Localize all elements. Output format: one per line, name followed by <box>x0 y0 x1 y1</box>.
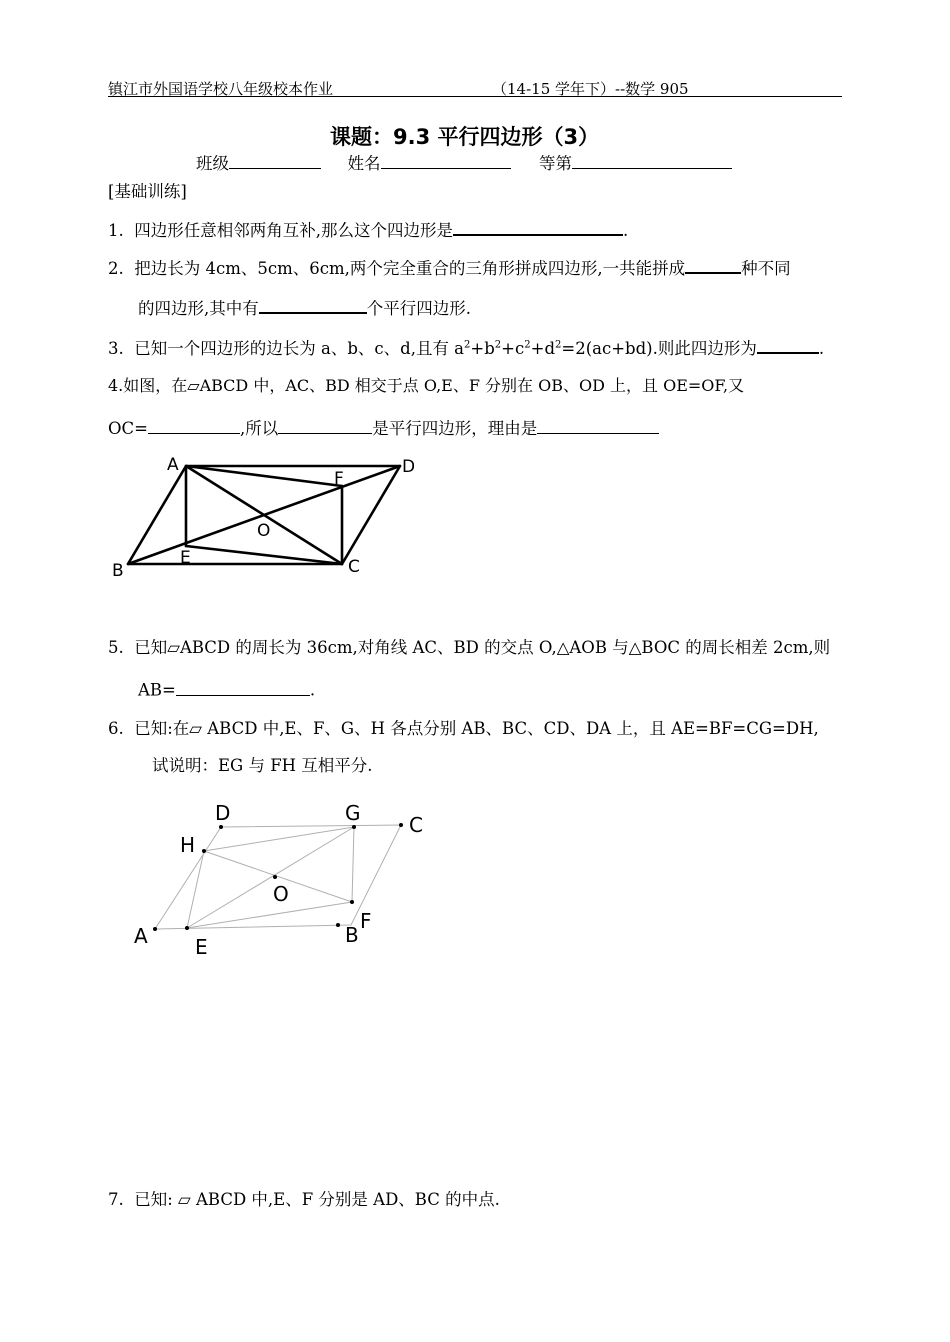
question-4-line1: 4.如图，在▱ABCD 中，AC、BD 相交于点 O,E、F 分别在 OB、OD 上，且 OE=OF,又 <box>108 376 745 395</box>
question-1 <box>108 217 628 241</box>
q3-part4: =2(ac+bd).则此四边形为 <box>561 339 757 358</box>
header-course: （14-15 学年下）--数学 905 <box>492 80 689 98</box>
q4-blank2[interactable] <box>278 417 372 435</box>
fig1-label-a: A <box>167 455 179 475</box>
fig1-label-c: C <box>348 557 360 577</box>
header-school: 镇江市外国语学校八年级校本作业 <box>108 80 334 98</box>
fig2-segment-hg <box>204 827 354 851</box>
q3-end: . <box>818 339 825 358</box>
q1-text: 四边形任意相邻两角互补,那么这个四边形是 <box>134 221 453 240</box>
q4-oc: OC= <box>108 419 148 438</box>
fig2-point-d <box>219 825 223 829</box>
fig2-label-d: D <box>215 801 231 825</box>
question-4-line2 <box>108 415 659 439</box>
info-line <box>196 150 732 174</box>
fig2-point-g <box>352 825 356 829</box>
fig2-label-a: A <box>134 924 148 948</box>
q5-text: 已知▱ABCD 的周长为 36cm,对角线 AC、BD 的交点 O,△AOB 与△BOC 的周长相差 2cm,则 <box>134 638 831 657</box>
question-6-line2: 试说明：EG 与 FH 互相平分. <box>152 756 373 775</box>
q7-number: 7. <box>108 1190 124 1209</box>
fig2-point-e <box>185 926 189 930</box>
q3-part3: +d <box>530 339 556 358</box>
fig2-segment-gf <box>352 827 354 902</box>
fig2-segment-fe <box>187 902 352 928</box>
q7-text: 已知: ▱ ABCD 中,E、F 分别是 AD、BC 的中点. <box>134 1190 500 1209</box>
fig1-label-b: B <box>112 561 124 581</box>
fig2-label-c: C <box>409 813 423 837</box>
q3-sup2: 2 <box>494 339 502 351</box>
question-5-line2 <box>138 678 315 700</box>
q1-blank[interactable] <box>453 218 623 237</box>
q1-end: . <box>623 221 629 240</box>
q2-text3: 的四边形,其中有 <box>138 299 259 318</box>
q4-mid: ,所以 <box>239 419 279 438</box>
fig2-label-h: H <box>180 833 196 857</box>
q3-text: 已知一个四边形的边长为 a、b、c、d,且有 a <box>134 339 465 358</box>
fig2-label-e: E <box>195 935 208 959</box>
q3-part1: +b <box>470 339 495 358</box>
question-5-line1 <box>108 634 830 658</box>
fig1-segment-af <box>186 466 342 486</box>
fig1-label-f: F <box>334 469 344 489</box>
q6-text1: 已知:在▱ ABCD 中,E、F、G、H 各点分别 AB、BC、CD、DA 上，且 AE=BF=CG=DH, <box>134 719 819 738</box>
q4-blank1[interactable] <box>148 417 240 435</box>
figure-2-parallelogram <box>125 795 445 965</box>
grade-label: 等第 <box>539 154 572 173</box>
q2-number: 2. <box>108 259 124 278</box>
fig2-segment-eg <box>187 827 354 928</box>
q3-sup1: 2 <box>464 339 471 351</box>
fig2-point-c <box>399 823 403 827</box>
page-title: 课题：9.3 平行四边形（3） <box>330 125 600 149</box>
fig1-label-e: E <box>180 548 191 568</box>
fig2-segment-eh <box>187 851 204 928</box>
question-7 <box>108 1186 500 1210</box>
q3-part2: +c <box>501 339 525 358</box>
q4-mid2: 是平行四边形，理由是 <box>372 419 538 438</box>
q2-blank1[interactable] <box>685 256 741 275</box>
q4-blank3[interactable] <box>537 417 659 435</box>
q3-sup3: 2 <box>524 339 531 351</box>
fig2-point-h <box>202 849 206 853</box>
q2-text1: 把边长为 4cm、5cm、6cm,两个完全重合的三角形拼成四边形,一共能拼成 <box>134 259 686 278</box>
fig2-point-f <box>350 900 354 904</box>
q1-number: 1. <box>108 221 124 240</box>
q3-sup4: 2 <box>555 339 562 351</box>
q5-blank[interactable] <box>176 678 310 696</box>
name-label: 姓名 <box>347 154 381 173</box>
fig2-label-f: F <box>360 909 372 933</box>
grade-blank[interactable] <box>572 152 732 170</box>
q3-blank[interactable] <box>757 336 819 355</box>
q2-text2: 种不同 <box>741 259 791 278</box>
q3-number: 3. <box>108 339 124 358</box>
fig2-label-b: B <box>345 923 359 947</box>
fig2-point-a <box>153 927 157 931</box>
q5-end: . <box>309 680 316 700</box>
question-3 <box>108 335 824 359</box>
figure-1-parallelogram <box>100 450 440 590</box>
q2-blank2[interactable] <box>259 296 367 315</box>
q5-number: 5. <box>108 638 124 657</box>
fig2-point-o <box>273 875 277 879</box>
name-blank[interactable] <box>381 152 511 170</box>
q5-ab: AB= <box>138 680 176 700</box>
fig2-point-b <box>336 923 340 927</box>
fig1-diagonal-bd <box>128 466 400 564</box>
question-2-line1 <box>108 255 791 279</box>
class-blank[interactable] <box>229 152 321 170</box>
fig1-label-d: D <box>402 457 416 477</box>
fig2-label-g: G <box>345 801 361 825</box>
section-heading: [基础训练] <box>108 182 187 201</box>
class-label: 班级 <box>196 154 229 173</box>
q2-text4: 个平行四边形. <box>366 299 471 318</box>
header-rule <box>108 96 842 97</box>
fig1-label-o: O <box>257 521 271 541</box>
q6-number: 6. <box>108 719 124 738</box>
question-2-line2 <box>138 295 471 319</box>
question-6-line1 <box>108 715 819 739</box>
fig2-label-o: O <box>273 882 289 906</box>
